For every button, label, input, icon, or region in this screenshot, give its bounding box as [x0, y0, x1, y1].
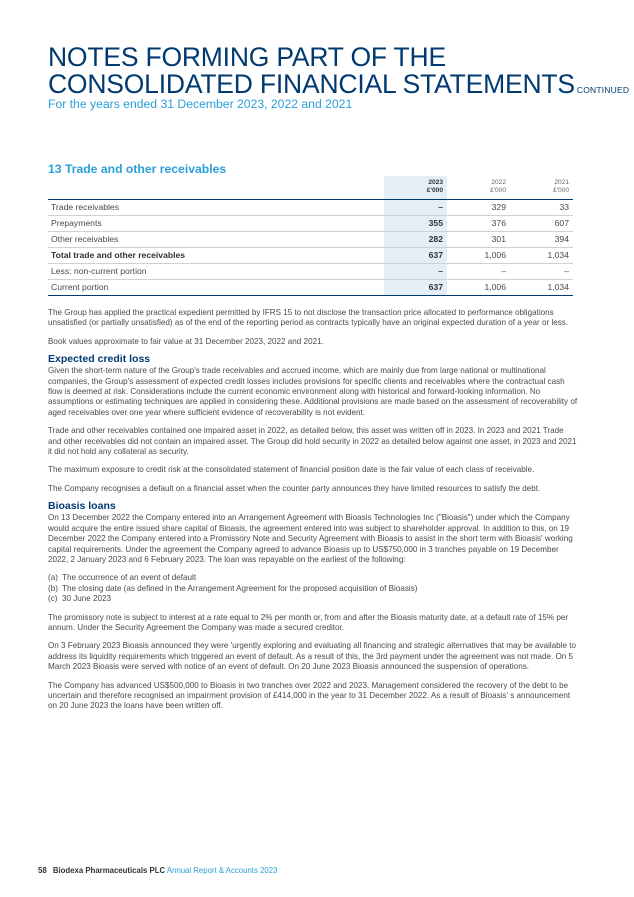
- col-2021-header: 2021 £'000: [553, 179, 569, 194]
- value-2023: 637: [384, 248, 447, 264]
- list-item: (b) The closing date (as defined in the Arrangement Agreement for the proposed acquisition of Bioasis): [48, 583, 418, 593]
- section-heading-expected-credit-loss: Expected credit loss: [48, 353, 151, 366]
- title-line-2: CONSOLIDATED FINANCIAL STATEMENTS: [48, 69, 575, 99]
- value-2022: 376: [447, 216, 510, 232]
- repayment-conditions-list: [48, 573, 578, 604]
- col-2023-header: 2023 £'000: [384, 176, 447, 200]
- row-label: Trade receivables: [48, 200, 384, 216]
- paragraph: On 3 February 2023 Bioasis announced they were 'urgently exploring and evaluating all financing and strategic alternatives that may be available to address its liquidity requirements which triggered an event of default. As a result of this, the 3rd payment under the agreement was not made. On 5 March 2023 Bioasis were served with notice of an event of default. On 20 June 2023 Bioasis announced the suspension of operations.: [48, 641, 576, 672]
- paragraph: On 13 December 2022 the Company entered into an Arrangement Agreement with Bioasis Technologies Inc ("Bioasis") under which the Company would acquire the entire issued share capital of Bioasis, the agreement entered into was subject to shareholder approval. In addition to this, on 19 December 2022 the Company entered into a Promissory Note and Security Agreement with Bioasis to assist in the short term with Bioasis' working capital requirements. Under the agreement the Company agreed to advance Bioasis up to US$750,000 in 3 tranches payable on 19 December 2022, 2 January 2023 and 6 February 2023. The loan was repayable on the earliest of the following:: [48, 513, 573, 564]
- paragraph: The Company has advanced US$500,000 to Bioasis in two tranches over 2022 and 2023. Management considered the recovery of the debt to be uncertain and therefore recognised an impairment provision of £414,000 in the year to 31 December 2022. As a result of Bioasis' s announcement on 20 June 2023 the loans have been written off.: [48, 680, 571, 711]
- value-2021: –: [510, 264, 573, 280]
- value-2023: –: [384, 200, 447, 216]
- value-2021: 607: [510, 216, 573, 232]
- note-body: [48, 308, 578, 720]
- value-2022: 329: [447, 200, 510, 216]
- page-title: [48, 44, 629, 104]
- list-item: (c) 30 June 2023: [48, 594, 112, 604]
- value-2022: 1,006: [447, 248, 510, 264]
- paragraph: Trade and other receivables contained one impaired asset in 2022, as detailed below, this asset was written off in 2023. In 2023 and 2021 Trade and other receivables did not contain an impaired asset. The Group did hold security in 2022 as detailed below against one asset, in 2023 and 2021 it did not hold any collateral as security.: [48, 426, 577, 457]
- row-label: Less: non-current portion: [48, 264, 384, 280]
- value-2022: 301: [447, 232, 510, 248]
- row-label: Current portion: [48, 280, 384, 296]
- table-header-row: [48, 176, 573, 200]
- list-item: (a) The occurrence of an event of default: [48, 573, 197, 583]
- paragraph: The Company recognises a default on a financial asset when the counter party announces they have limited resources to satisfy the debt.: [48, 483, 541, 493]
- paragraph: The maximum exposure to credit risk at the consolidated statement of financial position date is the fair value of each class of receivable.: [48, 465, 535, 475]
- value-2022: 1,006: [447, 280, 510, 296]
- row-label: Other receivables: [48, 232, 384, 248]
- company-name: Biodexa Pharmaceuticals PLC: [52, 866, 166, 875]
- paragraph: Book values approximate to fair value at 31 December 2023, 2022 and 2021.: [48, 336, 324, 346]
- paragraph: The promissory note is subject to interest at a rate equal to 2% per month or, from and after the Bioasis maturity date, at a default rate of 15% per annum. Under the Security Agreement the Company was made a secured creditor.: [48, 612, 569, 632]
- header-label-cell: [48, 176, 384, 200]
- table-row-current: [48, 280, 573, 296]
- paragraph: Given the short-term nature of the Group's trade receivables and accrued income, which are mainly due from large national or multinational companies, the Group's assessment of expected credit losses includes provisions for specific clients and receivables where the contractual cash flow is deemed at risk. Considerations include the current economic environment along with historical and forward-looking information. No assumptions or estimating techniques are applied in considering these. Additional provisions are made based on the assessment of recoverability of aged receivables over one year where sufficient evidence of recoverability is not evident.: [48, 366, 578, 417]
- page-footer: [38, 866, 277, 875]
- value-2021: 1,034: [510, 280, 573, 296]
- value-2023: –: [384, 264, 447, 280]
- table-row: [48, 232, 573, 248]
- table-row: [48, 216, 573, 232]
- value-2022: –: [447, 264, 510, 280]
- report-name: Annual Report & Accounts 2023: [166, 866, 278, 875]
- value-2021: 1,034: [510, 248, 573, 264]
- value-2021: 394: [510, 232, 573, 248]
- section-heading-bioasis-loans: Bioasis loans: [48, 500, 116, 513]
- col-2022-header: 2022 £'000: [490, 179, 506, 194]
- continued-label: CONTINUED: [576, 85, 630, 95]
- value-2021: 33: [510, 200, 573, 216]
- table-row-total: [48, 248, 573, 264]
- value-2023: 282: [384, 232, 447, 248]
- table-row: [48, 200, 573, 216]
- note-heading: 13 Trade and other receivables: [48, 162, 227, 176]
- value-2023: 637: [384, 280, 447, 296]
- paragraph: The Group has applied the practical expedient permitted by IFRS 15 to not disclose the transaction price allocated to performance obligations unsatisfied (or partially unsatisfied) as of the end of the reporting period as contracts typically have an original expected duration of a year or less.: [48, 308, 569, 328]
- table-row: [48, 264, 573, 280]
- title-line-1: NOTES FORMING PART OF THE: [48, 42, 446, 72]
- value-2023: 355: [384, 216, 447, 232]
- row-label: Prepayments: [48, 216, 384, 232]
- page-subtitle: For the years ended 31 December 2023, 2022 and 2021: [48, 97, 353, 111]
- page-number: 58: [38, 866, 47, 875]
- receivables-table: [48, 176, 573, 296]
- row-label: Total trade and other receivables: [48, 248, 384, 264]
